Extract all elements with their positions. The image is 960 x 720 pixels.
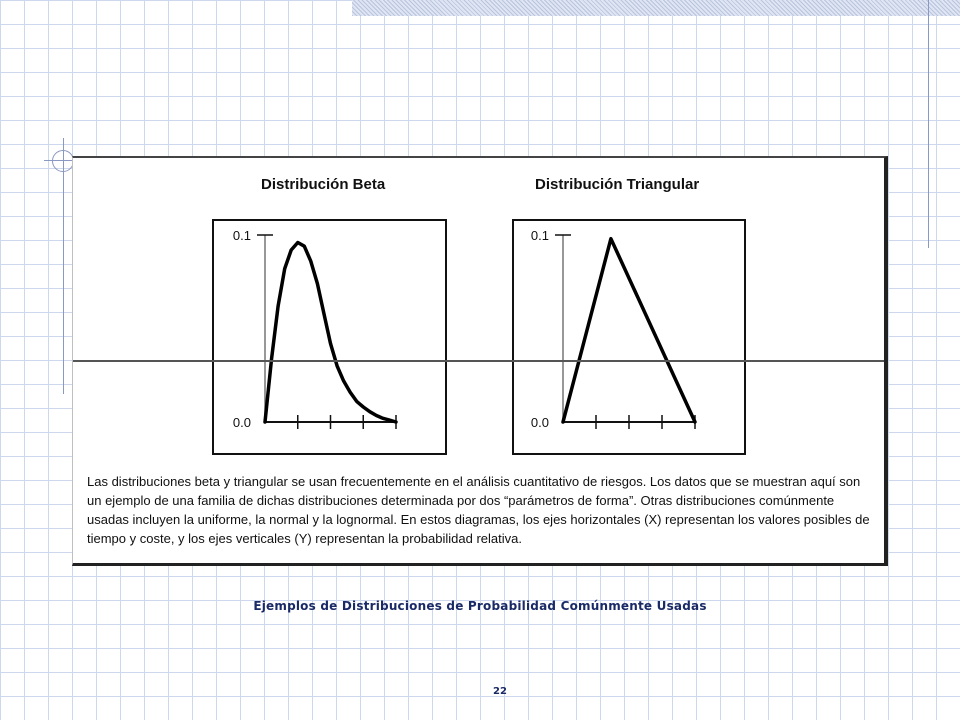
beta-chart-title: Distribución Beta xyxy=(261,176,386,193)
triangular-y-tick-label-bottom: 0.0 xyxy=(530,415,549,430)
triangular-density-curve xyxy=(563,239,695,422)
beta-distribution-chart xyxy=(213,176,446,454)
distributions-figure xyxy=(72,156,888,566)
slide-footer-title: Ejemplos de Distribuciones de Probabilidad Comúnmente Usadas xyxy=(253,599,707,613)
triangular-chart-title: Distribución Triangular xyxy=(535,176,700,193)
figure-caption: Las distribuciones beta y triangular se usan frecuentemente en el análisis cuantitativo de riesgos. Los datos que se muestran aquí son un ejemplo de una familia de dichas distribuciones determinada por dos “parámetros de forma”. Otras distribuciones comúnmente usadas incluyen la uniforme, la normal y la lognormal. En estos diagramas, los ejes horizontales (X) representan los valores posibles de tiempo y coste, y los ejes verticales (Y) representan la probabilidad relativa. xyxy=(87,474,870,546)
beta-density-curve xyxy=(265,243,396,423)
page-number: 22 xyxy=(493,686,507,697)
triangular-distribution-chart xyxy=(513,176,745,454)
beta-y-tick-label-top: 0.1 xyxy=(232,228,251,243)
figure-split-line xyxy=(73,360,884,362)
triangular-y-tick-label-top: 0.1 xyxy=(530,228,549,243)
header-hatch-band xyxy=(352,0,960,16)
distribution-charts xyxy=(73,158,883,468)
decorative-vertical-line-left xyxy=(63,138,64,394)
decorative-vertical-line-right xyxy=(928,0,929,248)
beta-y-tick-label-bottom: 0.0 xyxy=(232,415,251,430)
decorative-circle xyxy=(52,150,74,172)
